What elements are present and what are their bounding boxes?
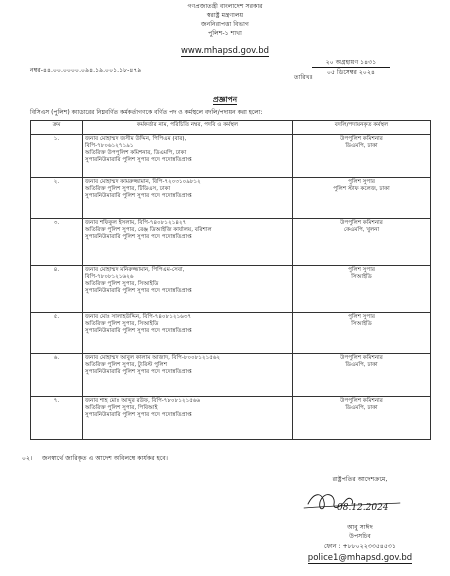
- posting-line: পুলিশ সুপার: [348, 267, 375, 273]
- posting-line: পুলিশ স্টাফ কলেজ, ঢাকা: [333, 186, 390, 192]
- officer-line: বিপি-৭৮০৮১২১৬২৬: [85, 274, 134, 280]
- officer-line: অতিরিক্ত উপপুলিশ কমিশনার, ডিএমপি, ঢাকা: [85, 150, 187, 156]
- officer-line: সুপারনিউমারারি পুলিশ সুপার পদে পদোন্নতিপ্রাপ্ত: [85, 369, 192, 375]
- officer-line: সুপারনিউমারারি পুলিশ সুপার পদে পদোন্নতিপ্রাপ্ত: [85, 288, 192, 294]
- officer-line: জনাব মোহাম্মদ আবুল কালাম আজাদ, বিপি-৮০০৮১২১৫৬২: [85, 355, 221, 361]
- row-serial: ৫.: [31, 313, 83, 354]
- row-officer: [83, 354, 293, 397]
- header-section: পুলিশ-১ শাখা: [208, 30, 242, 37]
- row-serial: ৩.: [31, 219, 83, 266]
- officer-line: অতিরিক্ত পুলিশ সুপার, রেঞ্জ ডিআইজি কার্যালয়, বরিশাল: [85, 227, 212, 233]
- posting-line: সিআইডি: [351, 274, 372, 280]
- table-row: [31, 178, 431, 219]
- row-posting: [293, 397, 431, 440]
- table-row: [31, 313, 431, 354]
- posting-line: উপপুলিশ কমিশনার: [340, 220, 383, 226]
- posting-line: ডিএমপি, ঢাকা: [345, 362, 378, 368]
- officer-line: অতিরিক্ত পুলিশ সুপার, পিবিআই: [85, 405, 158, 411]
- row-serial: ৪.: [31, 266, 83, 313]
- clause-effective: [22, 453, 168, 464]
- header-ministry: স্বরাষ্ট্র মন্ত্রণালয়: [206, 12, 244, 19]
- table-row: [31, 266, 431, 313]
- posting-line: কেএমপি, খুলনা: [343, 227, 380, 233]
- officer-line: জনাব মোহাম্মদ মনিরুজ্জামান, পিপিএম-সেবা,: [85, 267, 185, 273]
- officer-line: জনাব মোঃ সালাহউদ্দিন, বিপি-৭৪০৮১২১৬৩৭: [85, 314, 192, 320]
- row-serial: ২.: [31, 178, 83, 219]
- header-government: গণপ্রজাতন্ত্রী বাংলাদেশ সরকার: [187, 3, 263, 10]
- posting-line: সিআইডি: [351, 321, 372, 327]
- row-officer: [83, 135, 293, 178]
- officer-line: জনাব মোহাম্মদ কামরুজ্জামান, বিপি-৭২০৩১০৯৮১২: [85, 179, 201, 185]
- posting-line: ডিএমপি, ঢাকা: [345, 405, 378, 411]
- row-posting: [293, 178, 431, 219]
- officer-line: অতিরিক্ত পুলিশ সুপার, সিআইডি: [85, 321, 159, 327]
- posting-line: ডিএমপি, ঢাকা: [345, 143, 378, 149]
- row-serial: ৬.: [31, 354, 83, 397]
- notice-title: [0, 95, 450, 107]
- header-serial: ক্রম: [31, 121, 83, 135]
- posting-line: পুলিশ সুপার: [348, 314, 375, 320]
- header-officer: কর্মকর্তার নাম, পরিচিতি নম্বর, পদবি ও কর্মস্থল: [83, 121, 293, 135]
- officer-line: জনাব শফিকুল ইসলাম, বিপি-৭৪০৮১২১৪২৭: [85, 220, 187, 226]
- officer-line: সুপারনিউমারারি পুলিশ সুপার পদে পদোন্নতিপ্রাপ্ত: [85, 193, 192, 199]
- row-officer: [83, 313, 293, 354]
- officer-line: সুপারনিউমারারি পুলিশ সুপার পদে পদোন্নতিপ্রাপ্ত: [85, 234, 192, 240]
- clause-number: ০২।: [22, 455, 33, 462]
- memo-number: নম্বর-৪৪.০০.০০০০.০৯৪.১৯.০০১.১৮-৪৭৯: [30, 67, 142, 74]
- clause-text: জনস্বার্থে জারিকৃত এ আদেশ অবিলম্বে কার্যকর হবে।: [41, 455, 168, 462]
- date-label: তারিখঃ: [294, 74, 313, 81]
- officer-line: জনাব মোহাম্মদ জসীম উদ্দিন, পিপিএম (বার),: [85, 136, 187, 142]
- email-link[interactable]: police1@mhapsd.gov.bd: [307, 553, 413, 563]
- signer-name: আবু সাঈদ: [347, 524, 373, 531]
- officer-line: অতিরিক্ত পুলিশ সুপার, সিআইডি: [85, 281, 159, 287]
- date-english: ০৫ ডিসেম্বর ২০২৪: [326, 69, 375, 76]
- table-header-row: [31, 121, 431, 135]
- row-officer: [83, 219, 293, 266]
- signature-date: 08.12.2024: [337, 503, 389, 513]
- officer-line: সুপারনিউমারারি পুলিশ সুপার পদে পদোন্নতিপ্রাপ্ত: [85, 412, 192, 418]
- row-posting: [293, 313, 431, 354]
- row-officer: [83, 266, 293, 313]
- posting-line: উপপুলিশ কমিশনার: [340, 398, 383, 404]
- officer-line: সুপারনিউমারারি পুলিশ সুপার পদে পদোন্নতিপ্রাপ্ত: [85, 328, 192, 334]
- signer-phone: ফোন : +৮৮০২২৩৩৫৪৫৩১: [324, 543, 396, 550]
- officer-line: সুপারনিউমারারি পুলিশ সুপার পদে পদোন্নতিপ্রাপ্ত: [85, 157, 192, 163]
- officer-line: বিপি-৭৮০৬১২৭১৯১: [85, 143, 134, 149]
- row-posting: [293, 266, 431, 313]
- row-posting: [293, 219, 431, 266]
- table-row: [31, 135, 431, 178]
- posting-line: উপপুলিশ কমিশনার: [340, 355, 383, 361]
- header-posting: বদলি/পদায়নকৃত কর্মস্থল: [293, 121, 431, 135]
- order-line: রাষ্ট্রপতির আদেশক্রমে,: [332, 476, 388, 483]
- posting-table: [30, 120, 431, 440]
- officer-line: অতিরিক্ত পুলিশ সুপার, টিডিএস, ঢাকা: [85, 186, 171, 192]
- header-website[interactable]: [0, 47, 450, 55]
- row-serial: ১.: [31, 135, 83, 178]
- date-block: [312, 58, 390, 77]
- posting-line: পুলিশ সুপার: [348, 179, 375, 185]
- notice-title-text: প্রজ্ঞাপন: [212, 95, 238, 104]
- officer-line: জনাব শাহ মোঃ আব্দুর রউফ, বিপি-৭৮০৮১২১৫৬৬: [85, 398, 201, 404]
- date-bangla: ২০ অগ্রহায়ণ ১৪৩১: [312, 58, 390, 68]
- table-row: [31, 354, 431, 397]
- row-posting: [293, 135, 431, 178]
- table-row: [31, 219, 431, 266]
- signer-designation: উপসচিব: [349, 533, 371, 540]
- table-row: [31, 397, 431, 440]
- officer-line: অতিরিক্ত পুলিশ সুপার, ট্যুরিস্ট পুলিশ: [85, 362, 168, 368]
- row-posting: [293, 354, 431, 397]
- website-link[interactable]: www.mhapsd.gov.bd: [180, 46, 270, 56]
- signer-email[interactable]: [300, 553, 420, 563]
- notice-intro: বিসিএস (পুলিশ) ক্যাডারের নিম্নবর্ণিত কর্মকর্তাগণকে বর্ণিত পদ ও কর্মস্থলে বদলি/পদায়ন করা হলো:: [30, 109, 263, 116]
- row-officer: [83, 397, 293, 440]
- row-serial: ৭.: [31, 397, 83, 440]
- header-division: জননিরাপত্তা বিভাগ: [201, 21, 249, 28]
- posting-line: উপপুলিশ কমিশনার: [340, 136, 383, 142]
- row-officer: [83, 178, 293, 219]
